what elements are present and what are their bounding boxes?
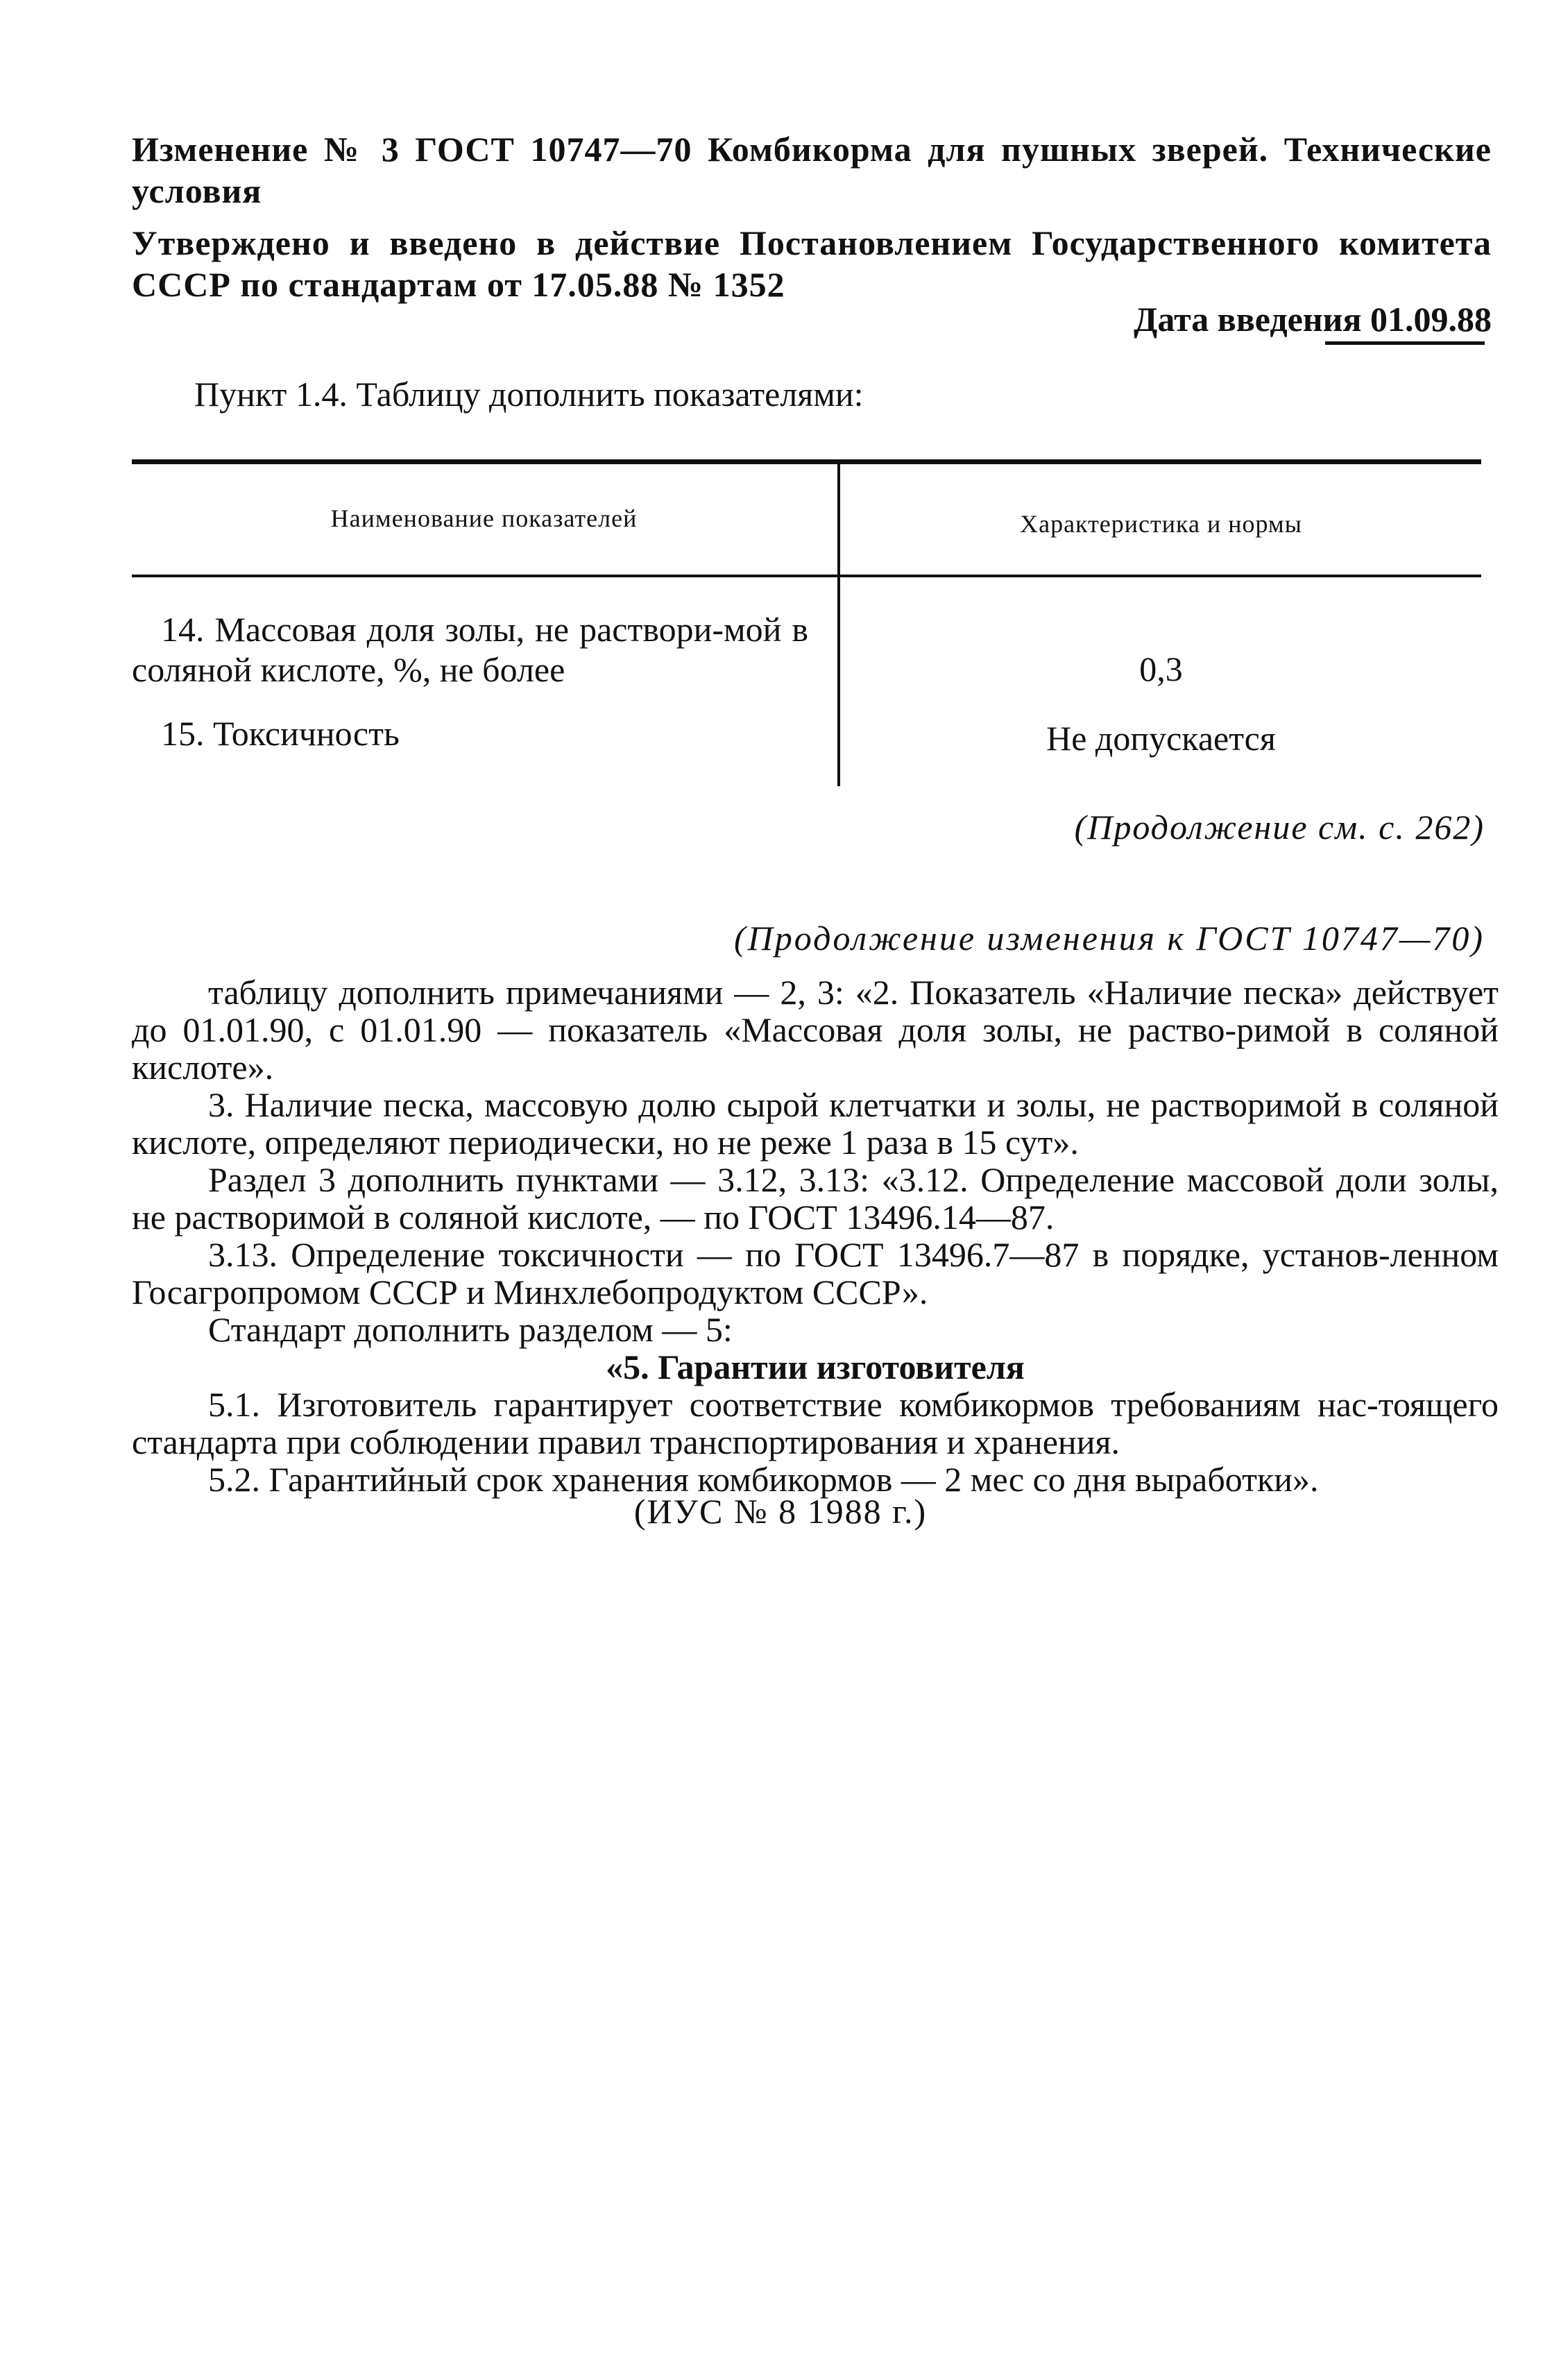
table-row-15-value: Не допускается	[1046, 719, 1276, 758]
table-top-rule	[132, 459, 1481, 464]
continued-on-note: (Продолжение см. с. 262)	[1074, 808, 1485, 847]
table-header-rule	[132, 575, 1481, 577]
paragraph-section-3: Раздел 3 дополнить пунктами — 3.12, 3.13: «3.12. Определение массовой доли золы, не растворимой в соляной кислоте, — по ГОСТ 13496.14—87.	[132, 1160, 1499, 1236]
paragraph-5-2: 5.2. Гарантийный срок хранения комбикормов — 2 мес со дня выработки».	[208, 1460, 1319, 1499]
paragraph-note-3: 3. Наличие песка, массовую долю сырой клетчатки и золы, не растворимой в соляной кислоте, определяют периодически, но не реже 1 раза в 15 сут».	[132, 1085, 1499, 1162]
table-row-15-name: 15. Токсичность	[161, 714, 400, 753]
approval-statement: Утверждено и введено в действие Постановлением Государственного комитета СССР по стандартам от 17.05.88 № 1352	[132, 223, 1492, 304]
source-reference: (ИУС № 8 1988 г.)	[633, 1492, 928, 1531]
table-column-divider	[837, 464, 840, 786]
continuation-header: (Продолжение изменения к ГОСТ 10747—70)	[734, 919, 1485, 958]
date-underline	[1325, 341, 1485, 345]
table-row-14-value: 0,3	[1139, 649, 1183, 688]
paragraph-add-section-5: Стандарт дополнить разделом — 5:	[208, 1310, 733, 1349]
paragraph-notes: таблицу дополнить примечаниями — 2, 3: «2. Показатель «Наличие песка» действует до 01.01.90, с 01.01.90 — показатель «Массовая доля золы, не раство-римой в соляной кислоте».	[132, 973, 1499, 1087]
paragraph-5-1: 5.1. Изготовитель гарантирует соответствие комбикормов требованиям нас-тоящего стандарта при соблюдении правил транспортирования и хранения.	[132, 1385, 1499, 1461]
paragraph-3-13: 3.13. Определение токсичности — по ГОСТ 13496.7—87 в порядке, установ-ленном Госагропромом СССР и Минхлебопродуктом СССР».	[132, 1235, 1499, 1311]
intro-text: Пункт 1.4. Таблицу дополнить показателями:	[194, 375, 864, 414]
amendment-body	[132, 974, 1499, 1498]
table-row-14-name: 14. Массовая доля золы, не раствори-мой в соляной кислоте, %, не более	[132, 610, 808, 689]
table-header-indicator: Наименование показателей	[330, 504, 638, 532]
amendment-title: Изменение № 3 ГОСТ 10747—70 Комбикорма для пушных зверей. Технические условия	[132, 130, 1492, 210]
section-5-heading: «5. Гарантии изготовителя	[606, 1348, 1025, 1386]
table-header-norms: Характеристика и нормы	[1020, 510, 1302, 538]
effective-date: Дата введения 01.09.88	[1134, 300, 1492, 339]
